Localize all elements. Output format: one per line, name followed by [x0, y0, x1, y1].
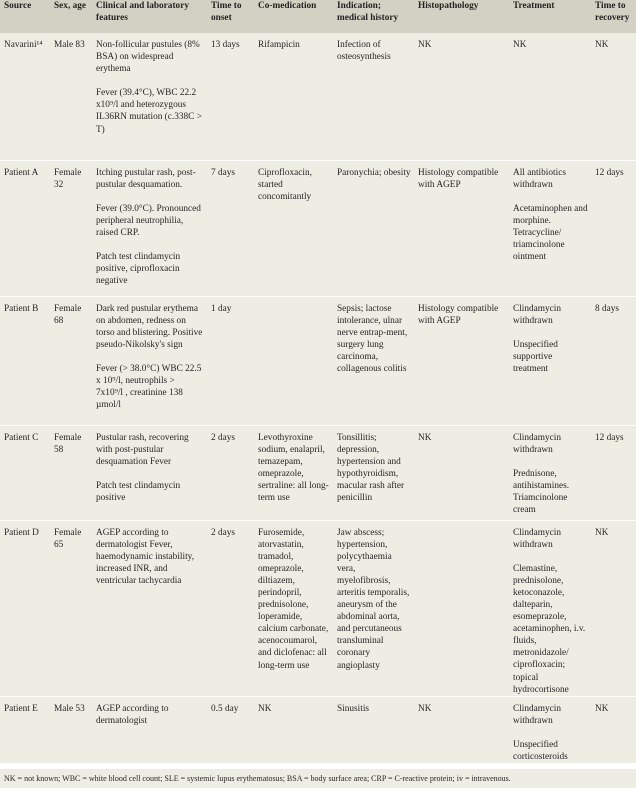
cell-treatment-paragraph: Clindamycin withdrawn: [513, 303, 562, 326]
cell-source: Patient D: [0, 520, 50, 696]
cell-onset: 0.5 day: [207, 696, 254, 763]
cell-source: Patient E: [0, 696, 50, 763]
cell-treatment: [509, 520, 591, 696]
table-row: [0, 160, 636, 296]
cell-sex-age: Female 65: [50, 520, 92, 696]
cell-sex-age: Female 58: [50, 425, 92, 520]
cell-clinical-paragraph: Non-follicular pustules (8% BSA) on widespread erythema: [96, 40, 200, 75]
cell-source: Patient A: [0, 160, 50, 296]
table-row: [0, 520, 636, 696]
cell-clinical-paragraph: Pustular rash, recovering with post-pustular desquamation Fever: [96, 432, 189, 467]
table-footnote: NK = not known; WBC = white blood cell count; SLE = systemic lupus erythematosus; BSA = body surface area; CRP = C-reactive protein; iv = intravenous.: [0, 769, 636, 788]
cell-sex-age: Female 68: [50, 296, 92, 425]
header-treatment: Treatment: [513, 1, 555, 11]
cell-clinical: [92, 296, 207, 425]
cell-indication: Infection of osteosynthesis: [337, 40, 391, 63]
cell-indication: Jaw abscess; hypertension, polycythaemia vera, myelofibrosis, arteritis temporalis, aneurysm of the abdominal aorta, and percutaneous transluminal coronary angioplasty: [333, 520, 414, 696]
cell-comedication: Rifampicin: [258, 40, 300, 50]
header-indication: Indication; medical history: [337, 1, 399, 24]
cell-treatment-paragraph: Unspecified corticosteroids: [513, 739, 568, 762]
cell-treatment-paragraph: Clindamycin withdrawn: [513, 703, 562, 726]
cell-clinical: [92, 160, 207, 296]
footnote-divider: [0, 766, 636, 767]
cell-treatment: [509, 425, 591, 520]
cell-clinical-paragraph: Fever (39.0°C). Pronounced peripheral neutrophilia, raised CRP.: [96, 203, 201, 238]
cell-treatment: [509, 33, 591, 160]
cell-treatment-paragraph: Acetaminophen and morphine. Tetracycline/ triamcinolone ointment: [513, 203, 588, 263]
header-source: Source: [4, 1, 32, 11]
cell-clinical: [92, 425, 207, 520]
cell-treatment-paragraph: NK: [513, 40, 527, 50]
cell-comedication: Ciprofloxacin, started concomitantly: [254, 160, 333, 296]
header-comedication: Co-medication: [258, 1, 317, 11]
header-onset: Time to onset: [211, 1, 242, 24]
table-body: [0, 33, 636, 763]
cell-indication: Sinusitis: [333, 696, 414, 763]
cell-indication: Paronychia; obesity: [333, 160, 414, 296]
cell-clinical: [92, 696, 207, 763]
cell-onset: 13 days: [211, 40, 240, 50]
cell-recovery: 12 days: [591, 425, 636, 520]
cell-treatment-paragraph: All antibiotics withdrawn: [513, 167, 566, 190]
cell-clinical: [92, 33, 207, 160]
cell-treatment-paragraph: Prednisone, antihistamines. Triamcinolone cream: [513, 468, 570, 515]
cell-treatment-paragraph: Clindamycin withdrawn: [513, 527, 562, 550]
cell-histopathology: NK: [414, 696, 509, 763]
table-row: [0, 296, 636, 425]
cell-clinical-paragraph: Patch test clindamycin positive, ciprofloxacin negative: [96, 251, 181, 287]
cell-recovery: 12 days: [591, 160, 636, 296]
cell-treatment-paragraph: Clindamycin withdrawn: [513, 432, 562, 455]
cell-recovery: NK: [591, 696, 636, 763]
cell-clinical: [92, 520, 207, 696]
cell-comedication: NK: [254, 696, 333, 763]
cell-clinical-paragraph: Fever (> 38.0°C) WBC 22.5 x 10⁹/l, neutrophils > 7x10⁹/l , creatinine 138 µmol/l: [96, 363, 202, 411]
header-sex-age: Sex, age: [54, 1, 87, 11]
cell-comedication: Furosemide, atorvastatin, tramadol, omeprazole, diltiazem, perindopril, prednisolone, loperamide, calcium carbonate, acenocoumarol, and diclofenac: all long-term use: [254, 520, 333, 696]
cell-histopathology: Histology compatible with AGEP: [414, 160, 509, 296]
cell-onset: 1 day: [207, 296, 254, 425]
cell-source: Patient C: [0, 425, 50, 520]
cell-recovery: 8 days: [591, 296, 636, 425]
cell-onset: 7 days: [207, 160, 254, 296]
table-row: [0, 425, 636, 520]
cell-histopathology: [414, 520, 509, 696]
cell-treatment-paragraph: Unspecified supportive treatment: [513, 339, 558, 374]
cell-clinical-paragraph: Itching pustular rash, post-pustular desquamation.: [96, 167, 196, 190]
cell-comedication: [254, 296, 333, 425]
cell-treatment: [509, 160, 591, 296]
table-row: [0, 696, 636, 763]
header-histopathology: Histopathology: [418, 1, 479, 11]
cell-clinical-paragraph: Dark red pustular erythema on abdomen, redness on torso and blistering. Positive pseudo-Nikolsky's sign: [96, 303, 203, 350]
cell-sex-age: Female 32: [50, 160, 92, 296]
cell-clinical-paragraph: Patch test clindamycin positive: [96, 480, 181, 503]
cell-clinical-paragraph: AGEP according to dermatologist Fever, haemodynamic instability, increased INR, and ventricular tachycardia: [96, 527, 195, 586]
cell-recovery: NK: [591, 520, 636, 696]
header-clinical: Clinical and laboratory features: [96, 1, 189, 24]
cell-indication: Sepsis; lactose intolerance, ulnar nerve entrap-ment, surgery lung carcinoma, collagenous colitis: [333, 296, 414, 425]
table-row: [0, 33, 636, 160]
cell-clinical-paragraph: AGEP according to dermatologist: [96, 703, 169, 726]
cell-clinical-paragraph: Fever (39.4°C), WBC 22.2 x10⁹/l and heterozygous IL36RN mutation (c.338C > T): [96, 88, 202, 135]
cell-treatment: [509, 296, 591, 425]
header-recovery: Time to recovery: [595, 1, 630, 24]
cell-indication: Tonsillitis; depression, hypertension and hypothyroidism, macular rash after penicillin: [333, 425, 414, 520]
table-header-row: [0, 0, 636, 33]
cell-onset: 2 days: [207, 520, 254, 696]
cell-source: Navarini¹⁴: [4, 40, 43, 50]
cell-histopathology: Histology compatible with AGEP: [414, 296, 509, 425]
cell-sex-age: Male 53: [50, 696, 92, 763]
cell-histopathology: NK: [418, 40, 432, 50]
cell-source: Patient B: [0, 296, 50, 425]
cell-recovery: NK: [595, 40, 609, 50]
cell-comedication: Levothyroxine sodium, enalapril, temazepam, omeprazole, sertraline: all long-term use: [254, 425, 333, 520]
cell-sex-age: Male 83: [54, 40, 85, 50]
cell-treatment: [509, 696, 591, 763]
cell-onset: 2 days: [207, 425, 254, 520]
cell-treatment-paragraph: Clemastine, prednisolone, ketoconazole, dalteparin, esomeprazole, acetaminophen, i.v. fluids, metronidazole/ ciprofloxacin; topical hydrocortisone: [513, 563, 586, 695]
cell-histopathology: NK: [414, 425, 509, 520]
